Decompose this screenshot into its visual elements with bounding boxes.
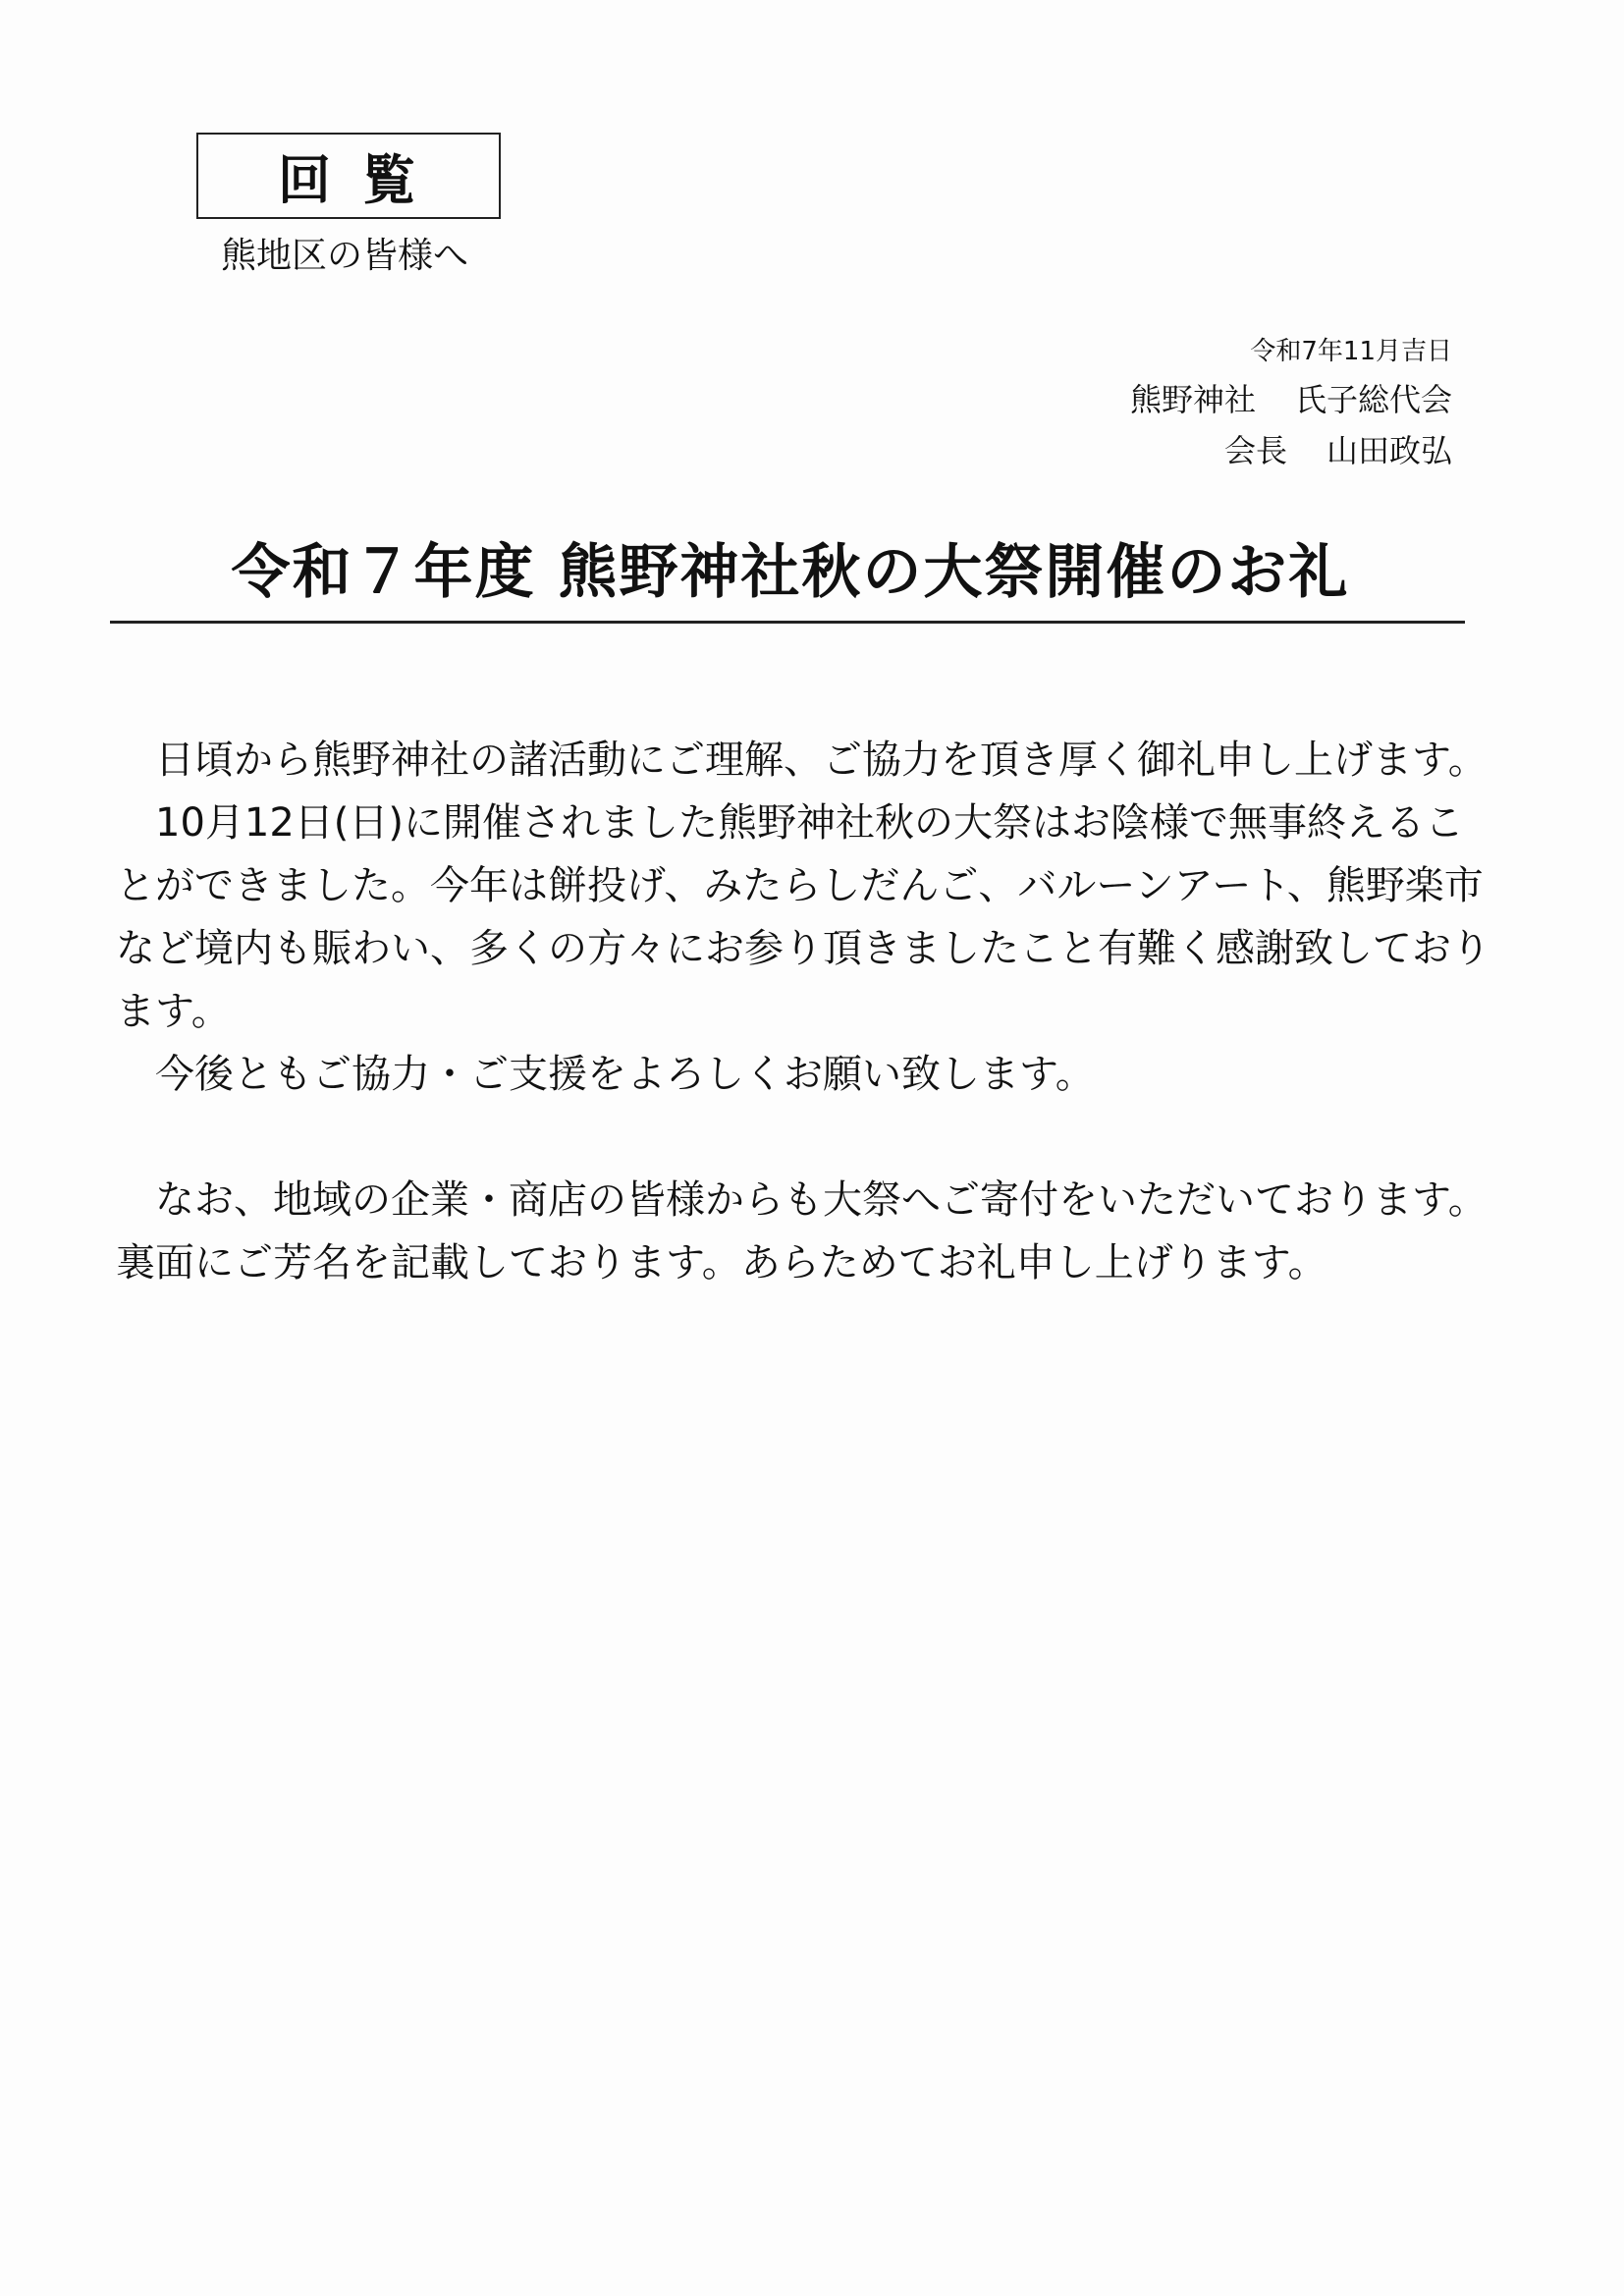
issue-date: 令和7年11月吉日 — [1250, 337, 1452, 366]
circulation-label: 回覧 — [278, 148, 447, 211]
body-paragraph-greeting: 日頃から熊野神社の諸活動にご理解、ご協力を頂き厚く御礼申し上げます。 — [155, 738, 1488, 783]
document-body — [116, 729, 1490, 1294]
recipient-line: 熊地区の皆様へ — [221, 236, 469, 276]
paragraph-spacer — [116, 1106, 1490, 1169]
body-paragraph-donations: なお、地域の企業・商店の皆様からも大祭へご寄付をいただいております。裏面にご芳名を記載しております。あらためてお礼申し上げります。 — [116, 1177, 1488, 1285]
sender-organization-line — [1130, 374, 1452, 425]
sender-group: 氏子総代会 — [1294, 381, 1452, 418]
sender-block — [1130, 329, 1452, 476]
title-underline — [110, 621, 1465, 624]
sender-role: 会長 — [1223, 432, 1287, 469]
sender-name-line — [1130, 425, 1452, 476]
document-title: 令和７年度 熊野神社秋の大祭開催のお礼 — [231, 538, 1350, 607]
body-paragraph-request: 今後ともご協力・ご支援をよろしくお願い致します。 — [155, 1052, 1095, 1097]
sender-name: 山田政弘 — [1326, 432, 1452, 469]
sender-organization: 熊野神社 — [1129, 381, 1256, 418]
circulation-label-box — [196, 133, 501, 219]
body-paragraph-festival-report: 10月12日(日)に開催されました熊野神社秋の大祭はお陰様で無事終えることができました。今年は餅投げ、みたらしだんご、バルーンアート、熊野楽市など境内も賑わい、多くの方々にお参り頂きましたこと有難く感謝致しております。 — [116, 800, 1490, 1034]
